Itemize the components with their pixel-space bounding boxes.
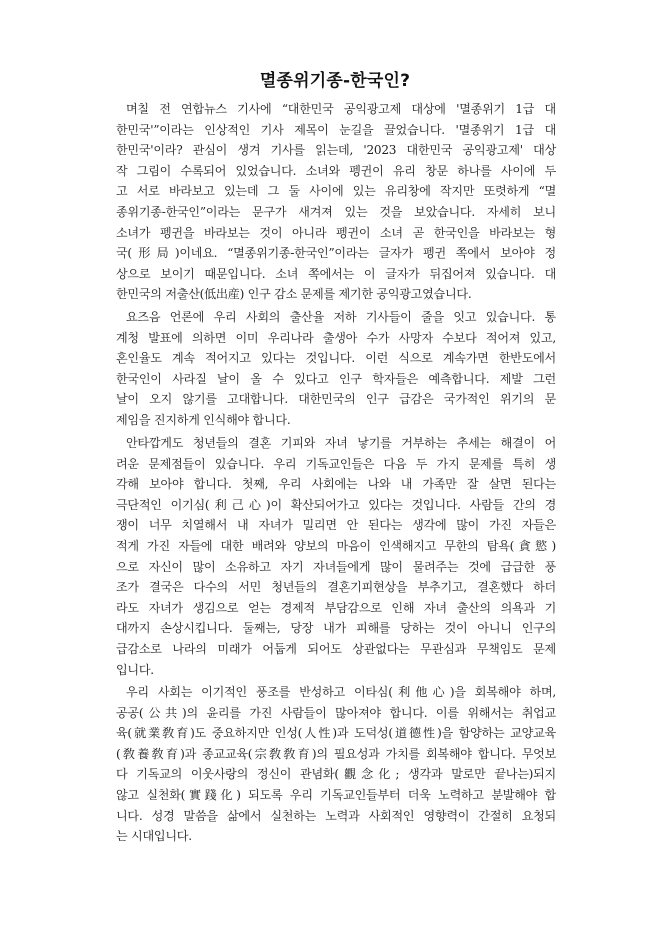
text-line: 국(形局)이네요. “멸종위기종-한국인”이라는 글자가 펭귄 쪽에서 보아야 정 (116, 246, 556, 261)
text-line: 다 기독교의 이웃사랑의 정신이 관념화(觀念化; 생각과 말로만 끝나는)되지 (116, 767, 556, 782)
text-line: 입니다. (116, 662, 154, 677)
text-line: 종위기종-한국인”이라는 문구가 새겨져 있는 것을 보았습니다. 자세히 보니 (116, 204, 556, 219)
text-line: (敎養敎育)과 종교교육(宗敎敎育)의 필요성과 가치를 회복해야 합니다. 무엇보 (116, 746, 556, 761)
text-line: 라도 자녀가 생김으로 얻는 경제적 부담감으로 인해 자녀 출산의 의욕과 기 (116, 600, 556, 615)
text-line: 는 시대입니다. (116, 829, 192, 844)
text-line: 각해 보아야 합니다. 첫째, 우리 사회에는 나와 내 가족만 잘 살면 된다는 (116, 477, 556, 492)
text-line: 날이 오지 않기를 고대합니다. 대한민국의 인구 급감은 국가적인 위기의 문 (116, 392, 556, 407)
paragraph-2 (116, 307, 556, 431)
text-line: 니다. 성경 말씀을 삶에서 실천하는 노력과 사회적인 영향력이 간절히 요청되 (116, 808, 556, 823)
text-line: 혼인율도 계속 적어지고 있다는 것입니다. 이런 식으로 계속가면 한반도에서 (116, 351, 556, 366)
text-line: 안타깝게도 청년들의 결혼 기피와 자녀 낳기를 거부하는 추세는 해결이 어 (126, 436, 556, 450)
text-line: 한국인이 사라질 날이 올 수 있다고 인구 학자들은 예측합니다. 제발 그런 (116, 371, 556, 386)
paragraph-3 (116, 433, 556, 680)
text-line: 적게 가진 자들에 대한 배려와 양보의 마음이 인색해지고 무한의 탐욕(貪慾) (116, 538, 556, 553)
text-line: 상으로 보이기 때문입니다. 소녀 쪽에서는 이 글자가 뒤집어져 있습니다. 대 (116, 266, 556, 281)
text-line: 극단적인 이기심(利己心)이 확산되어가고 있다는 것입니다. 사람들 간의 경 (116, 497, 556, 512)
text-line: 공공(公共)의 윤리를 가진 사람들이 많아져야 합니다. 이를 위해서는 취업교 (116, 705, 556, 720)
text-line: 대까지 손상시킵니다. 둘째는, 당장 내가 피해를 당하는 것이 아니니 인구의 (116, 621, 556, 636)
paragraph-1 (116, 99, 556, 305)
text-line: 으로 자신이 많이 소유하고 자기 자녀들에게 많이 물려주는 것에 급급한 풍 (116, 559, 556, 574)
text-line: 계청 발표에 의하면 이미 우리나라 출생아 수가 사망자 수보다 적어져 있고, (116, 330, 556, 345)
text-line: 작 그림이 수록되어 있었습니다. 소녀와 펭귄이 유리 창문 하나를 사이에 두 (116, 163, 556, 178)
text-line: 며칠 전 연합뉴스 기사에 “대한민국 공익광고제 대상에 '멸종위기 1급 대 (126, 102, 556, 116)
text-line: 제임을 진지하게 인식해야 합니다. (116, 412, 291, 427)
text-line: 한민국의 저출산(低出産) 인구 감소 문제를 제기한 공익광고였습니다. (116, 287, 472, 302)
text-line: 려운 문제점들이 있습니다. 우리 기독교인들은 다음 두 가지 문제를 특히 생 (116, 456, 556, 471)
text-line: 않고 실천화(實踐化) 되도록 우리 기독교인들부터 더욱 노력하고 분발해야 합 (116, 787, 556, 802)
text-line: 고 서로 바라보고 있는데 그 둘 사이에 있는 유리창에 작지만 또렷하게 “멸 (116, 184, 556, 199)
text-line: 우리 사회는 이기적인 풍조를 반성하고 이타심(利他心)을 회복해야 하며, (126, 685, 556, 699)
paragraph-4 (116, 682, 556, 847)
text-line: 급감소로 나라의 미래가 어둡게 되어도 상관없다는 무관심과 무책임도 문제 (116, 641, 556, 656)
text-line: 육(就業敎育)도 중요하지만 인성(人性)과 도덕성(道德性)을 함양하는 교양교육 (116, 726, 556, 741)
text-line: 소녀가 펭귄을 바라보는 것이 아니라 펭귄이 소녀 곧 한국인을 바라보는 형 (116, 225, 556, 240)
text-line: 한민국'”이라는 인상적인 기사 제목이 눈길을 끌었습니다. '멸종위기 1급 대 (116, 122, 556, 137)
text-line: 요즈음 언론에 우리 사회의 출산율 저하 기사들이 줄을 잇고 있습니다. 통 (126, 310, 556, 324)
text-line: 조가 결국은 다수의 서민 청년들의 결혼기피현상을 부추기고, 결혼했다 하더 (116, 580, 556, 595)
text-line: 쟁이 너무 치열해서 내 자녀가 밀리면 안 된다는 생각에 많이 가진 자들은 (116, 518, 556, 533)
page-title: 멸종위기종-한국인? (259, 71, 411, 91)
text-line: 한민국'이라? 관심이 생겨 기사를 읽는데, '2023 대한민국 공익광고제' 대상 (116, 143, 556, 158)
